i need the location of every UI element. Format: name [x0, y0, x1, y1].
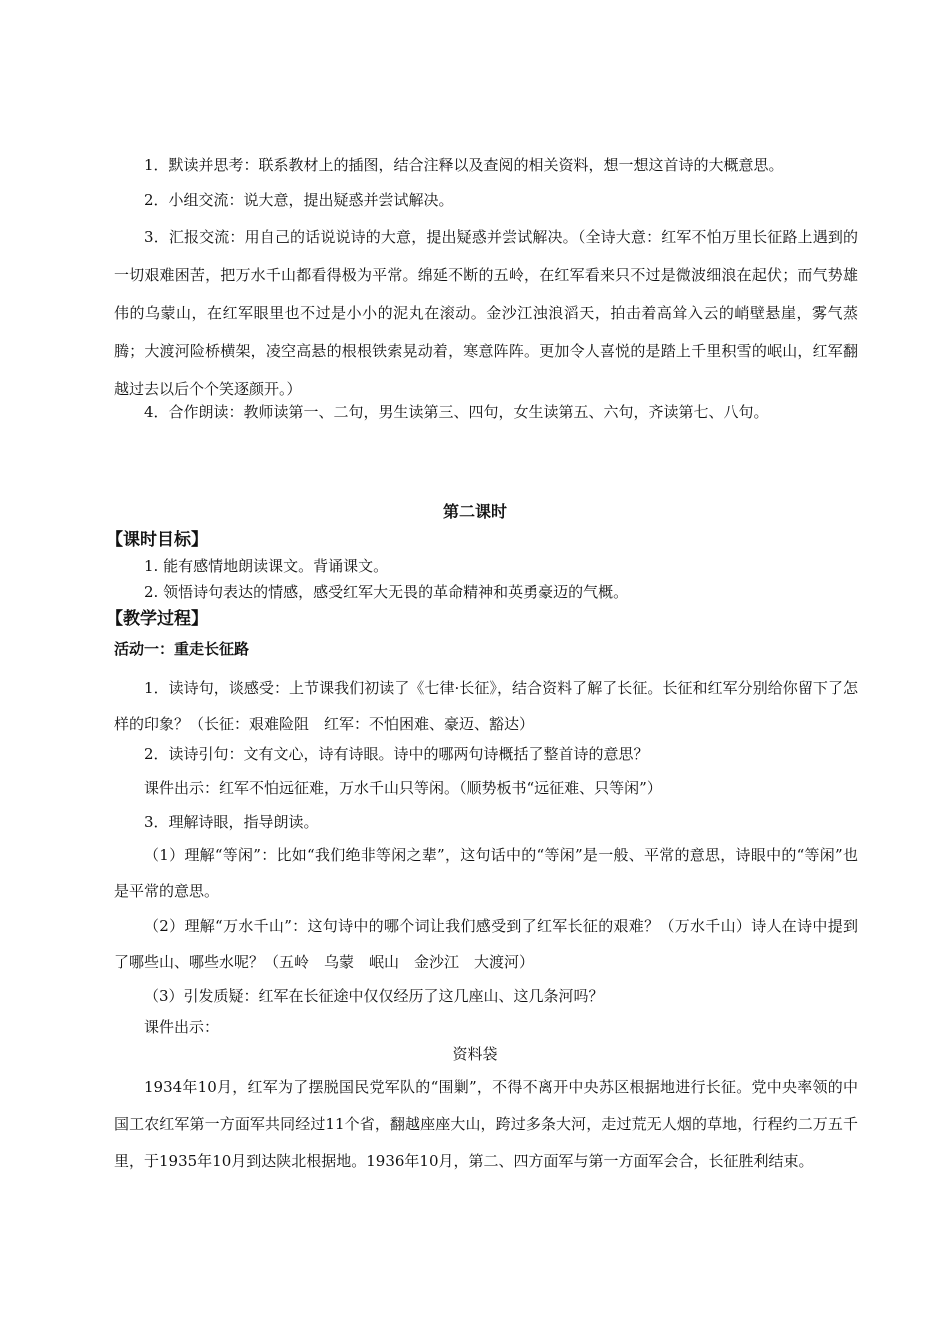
- goal-1: 1. 能有感情地朗读课文。背诵课文。: [144, 557, 389, 575]
- lesson-title: 第二课时: [442, 502, 507, 521]
- para-3: 课件出示：红军不怕远征难，万水千山只等闲。（顺势板书“远征难、只等闲”）: [144, 779, 662, 797]
- process-heading: 【教学过程】: [106, 609, 208, 629]
- step-3: 3．汇报交流：用自己的话说说诗的大意，提出疑惑并尝试解决。（全诗大意：红军不怕万里长征路上遇到的一切艰难困苦，把万水千山都看得极为平常。绵延不断的五岭，在红军看来只不过是微波细浪在起伏；而气势雄伟的乌蒙山，在红军眼里也不过是小小的泥丸在滚动。金沙江浊浪滔天，拍击着高耸入云的峭壁悬崖，雾气蒸腾；大渡河险桥横架，凌空高悬的根根铁索晃动着，寒意阵阵。更加令人喜悦的是踏上千里积雪的岷山，红军翻越过去以后个个笑逐颜开。）: [114, 228, 858, 398]
- para-7: （3）引发质疑：红军在长征途中仅仅经历了这几座山、这几条河吗？: [144, 987, 604, 1005]
- info-box-text: 1934年10月，红军为了摆脱国民党军队的“围剿”，不得不离开中央苏区根据地进行长征。党中央率领的中国工农红军第一方面军共同经过11个省，翻越座座大山，跨过多条大河，走过荒无人烟的草地，行程约二万五千里，于1935年10月到达陕北根据地。1936年10月，第二、四方面军与第一方面军会合，长征胜利结束。: [114, 1078, 858, 1170]
- para-8: 课件出示：: [144, 1018, 220, 1036]
- goals-heading: 【课时目标】: [106, 530, 208, 550]
- activity-1-title: 活动一：重走长征路: [114, 640, 250, 658]
- step-2: 2．小组交流：说大意，提出疑惑并尝试解决。: [144, 191, 454, 209]
- para-4: 3．理解诗眼，指导朗读。: [144, 813, 319, 831]
- para-2: 2．读诗引句：文有文心，诗有诗眼。诗中的哪两句诗概括了整首诗的意思？: [144, 745, 649, 763]
- step-1: 1．默读并思考：联系教材上的插图，结合注释以及查阅的相关资料，想一想这首诗的大概意思。: [144, 156, 784, 174]
- para-1: 1．读诗句，谈感受：上节课我们初读了《七律·长征》，结合资料了解了长征。长征和红军分别给你留下了怎样的印象？（长征：艰难险阻 红军：不怕困难、豪迈、豁达）: [114, 679, 858, 733]
- goal-2: 2. 领悟诗句表达的情感，感受红军大无畏的革命精神和英勇豪迈的气概。: [144, 583, 629, 601]
- para-5: （1）理解“等闲”：比如“我们绝非等闲之辈”，这句话中的“等闲”是一般、平常的意思，诗眼中的“等闲”也是平常的意思。: [114, 846, 858, 900]
- info-box-title: 资料袋: [452, 1045, 498, 1063]
- para-6: （2）理解“万水千山”：这句诗中的哪个词让我们感受到了红军长征的艰难？（万水千山）诗人在诗中提到了哪些山、哪些水呢？（五岭 乌蒙 岷山 金沙江 大渡河）: [114, 917, 858, 971]
- step-4: 4．合作朗读：教师读第一、二句，男生读第三、四句，女生读第五、六句，齐读第七、八句。: [144, 403, 769, 421]
